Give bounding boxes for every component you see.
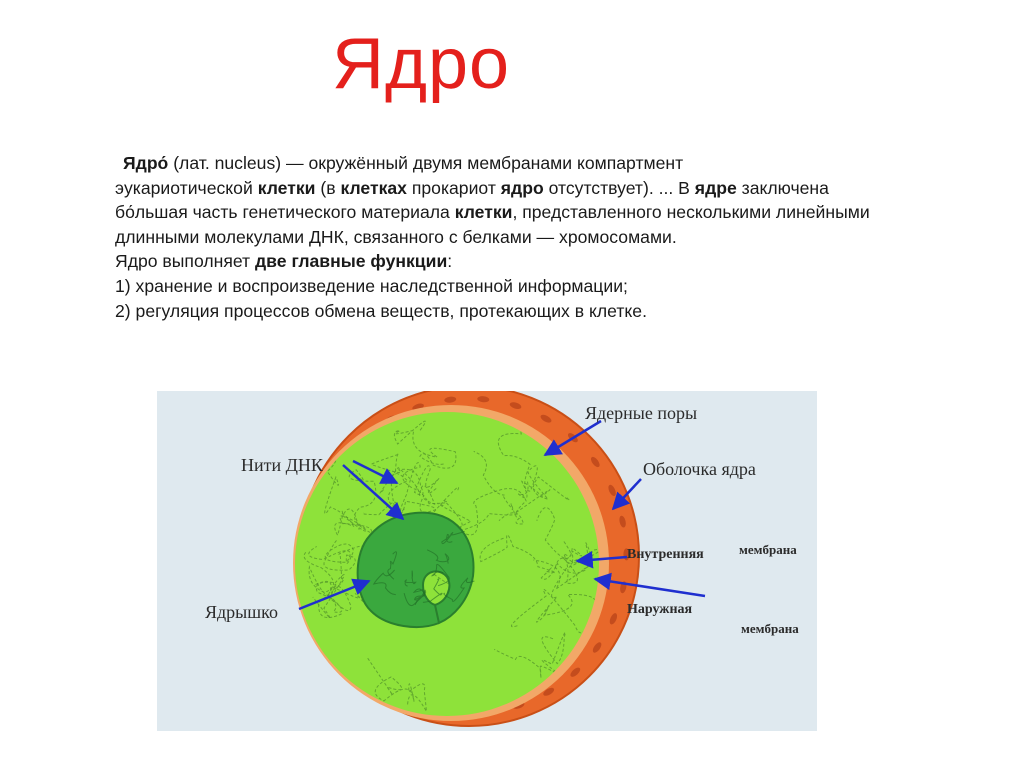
page-title: Ядро	[332, 24, 511, 104]
nucleus-diagram-svg	[157, 391, 817, 731]
label-nuclear-pores: Ядерные поры	[585, 403, 698, 423]
function-item-2: 2) регуляция процессов обмена веществ, протекающих в клетке.	[115, 300, 647, 321]
label-dna-threads: Нити ДНК	[241, 455, 323, 475]
label-nuclear-envelope: Оболочка ядра	[643, 459, 756, 479]
label-membrane-2: мембрана	[741, 621, 799, 636]
text-line-1: Ядро́ (лат. nucleus) — окружённый двумя мембранами компартмент	[123, 153, 684, 173]
term-nucleus: Ядро́	[123, 153, 169, 173]
function-item-1: 1) хранение и воспроизведение наследственной информации;	[115, 275, 628, 296]
text-line-5: Ядро выполняет две главные функции:	[115, 251, 453, 272]
label-nucleolus: Ядрышко	[205, 602, 278, 622]
nucleolus	[358, 513, 474, 627]
text-line-4: длинными молекулами ДНК, связанного с белками — хромосомами.	[115, 226, 677, 247]
definition-text	[115, 151, 1020, 323]
label-inner: Внутренняя	[627, 547, 704, 562]
text-line-2: эукариотической клетки (в клетках прокариот ядро отсутствует). ... В ядре заключена	[115, 177, 829, 198]
label-membrane-1: мембрана	[739, 542, 797, 557]
label-outer: Наружная	[627, 602, 693, 617]
text-line-3: бо́льшая часть генетического материала клетки, представленного несколькими линейными	[115, 202, 870, 223]
nucleus-diagram	[157, 391, 817, 731]
